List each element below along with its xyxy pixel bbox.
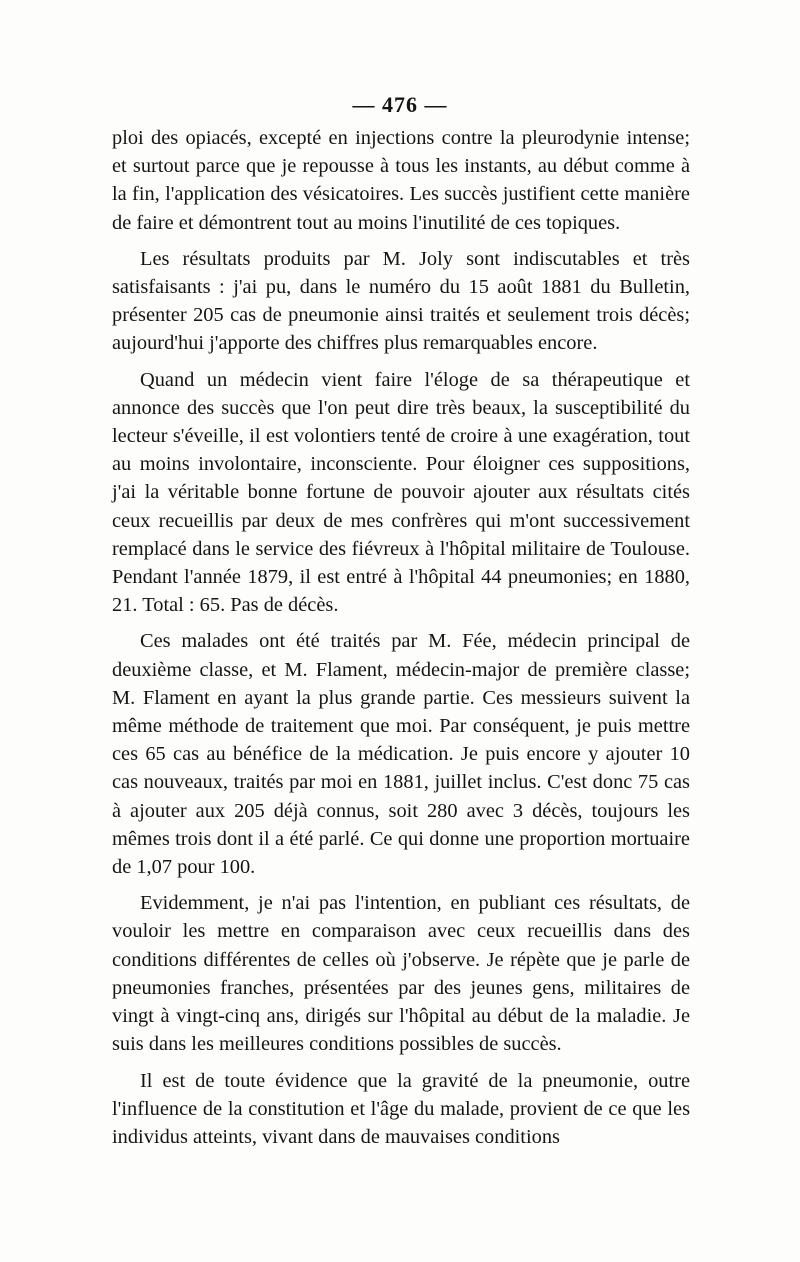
- body-text: [112, 124, 690, 1151]
- paragraph-gap: [112, 358, 690, 366]
- paragraph-gap: [112, 881, 690, 889]
- paragraph-gap: [112, 619, 690, 627]
- page-number: — 476 —: [352, 92, 448, 117]
- paragraph-gap: [112, 1059, 690, 1067]
- paragraph-4: Ces malades ont été traités par M. Fée, médecin principal de deuxième classe, et M. Flament, médecin-major de première classe; M. Flament en ayant la plus grande partie. Ces messieurs suivent la même méthode de traitement que moi. Par conséquent, je puis mettre ces 65 cas au bénéfice de la médication. Je puis encore y ajouter 10 cas nouveaux, traités par moi en 1881, juillet inclus. C'est donc 75 cas à ajouter aux 205 déjà connus, soit 280 avec 3 décès, toujours les mêmes trois dont il a été parlé. Ce qui donne une proportion mortuaire de 1,07 pour 100.: [112, 630, 690, 879]
- paragraph-5: Evidemment, je n'ai pas l'intention, en publiant ces résultats, de vouloir les mettre en comparaison avec ceux recueillis dans des conditions différentes de celles où j'observe. Je répète que je parle de pneumonies franches, présentées par des jeunes gens, militaires de vingt à vingt-cinq ans, dirigés sur l'hôpital au début de la maladie. Je suis dans les meilleures conditions possibles de succès.: [112, 892, 690, 1056]
- paragraph-6: Il est de toute évidence que la gravité de la pneumonie, outre l'influence de la constitution et l'âge du malade, provient de ce que les individus atteints, vivant dans de mauvaises conditions: [112, 1069, 690, 1148]
- paragraph-2: Les résultats produits par M. Joly sont indiscutables et très satisfaisants : j'ai pu, dans le numéro du 15 août 1881 du Bulletin, présenter 205 cas de pneumonie ainsi traités et seulement trois décès; aujourd'hui j'apporte des chiffres plus remarquables encore.: [112, 247, 690, 355]
- paragraph-3: Quand un médecin vient faire l'éloge de sa thérapeutique et annonce des succès que l'on peut dire très beaux, la susceptibilité du lecteur s'éveille, il est volontiers tenté de croire à une exagération, tout au moins involontaire, inconsciente. Pour éloigner ces suppositions, j'ai la véritable bonne fortune de pouvoir ajouter aux résultats cités ceux recueillis par deux de mes confrères qui m'ont successivement remplacé dans le service des fiévreux à l'hôpital militaire de Toulouse. Pendant l'année 1879, il est entré à l'hôpital 44 pneumonies; en 1880, 21. Total : 65. Pas de décès.: [112, 368, 690, 617]
- paragraph-gap: [112, 237, 690, 245]
- paragraph-1: ploi des opiacés, excepté en injections contre la pleurodynie intense; et surtout parce que je repousse à tous les instants, au début comme à la fin, l'application des vésicatoires. Les succès justifient cette manière de faire et démontrent tout au moins l'inutilité de ces topiques.: [112, 127, 690, 234]
